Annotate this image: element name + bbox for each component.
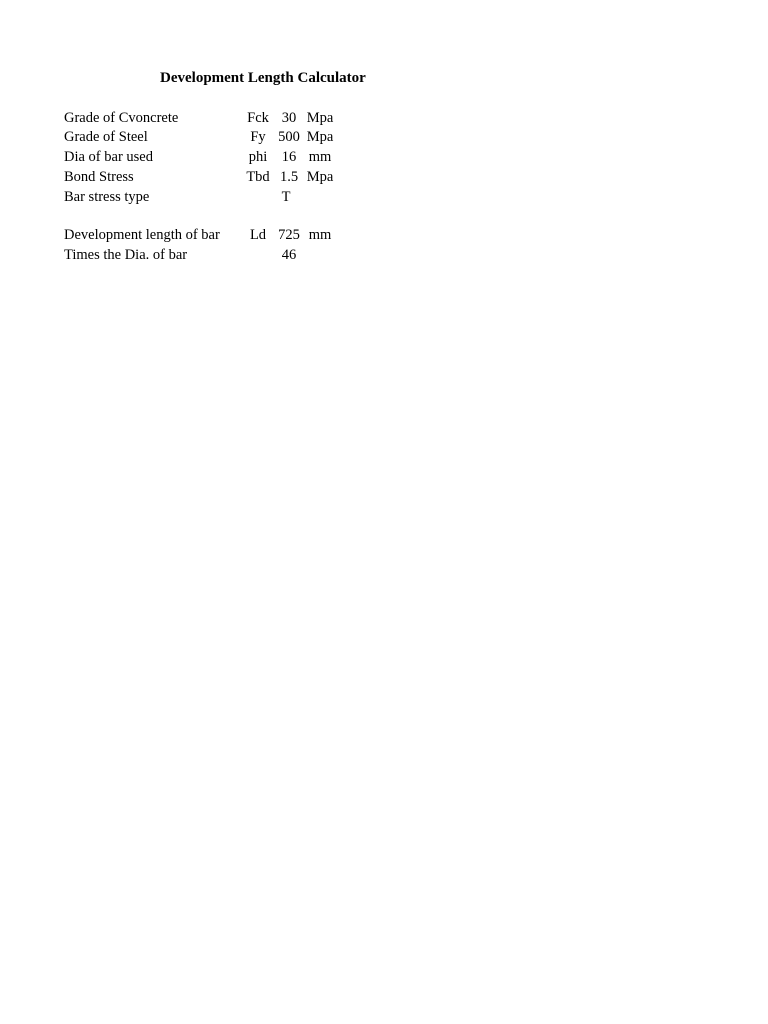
row-label: Grade of Steel bbox=[64, 129, 148, 145]
steel-grade-value[interactable]: 500 bbox=[278, 129, 300, 145]
page-title: Development Length Calculator bbox=[160, 70, 366, 86]
input-row-bar-stress-type bbox=[64, 187, 384, 207]
row-label: Bond Stress bbox=[64, 169, 134, 185]
row-symbol: phi bbox=[248, 149, 268, 165]
row-unit: Mpa bbox=[306, 169, 334, 185]
input-row-bond-stress bbox=[64, 167, 384, 187]
row-unit: mm bbox=[308, 227, 332, 243]
row-symbol: Fy bbox=[250, 129, 266, 145]
row-symbol: Tbd bbox=[246, 169, 270, 185]
input-row-steel-grade bbox=[64, 127, 384, 147]
bond-stress-value[interactable]: 1.5 bbox=[279, 169, 299, 185]
concrete-grade-value[interactable]: 30 bbox=[281, 110, 297, 126]
row-label: Dia of bar used bbox=[64, 149, 153, 165]
result-row-development-length bbox=[64, 225, 384, 245]
row-unit: Mpa bbox=[306, 110, 334, 126]
row-label: Times the Dia. of bar bbox=[64, 247, 188, 263]
input-row-bar-diameter bbox=[64, 147, 384, 167]
bar-diameter-value[interactable]: 16 bbox=[281, 149, 297, 165]
row-symbol: Fck bbox=[247, 110, 269, 126]
row-label: Bar stress type bbox=[64, 189, 150, 205]
row-unit: Mpa bbox=[306, 129, 334, 145]
times-diameter-value: 46 bbox=[281, 247, 297, 263]
row-symbol: Ld bbox=[249, 227, 267, 243]
row-unit: mm bbox=[308, 149, 332, 165]
result-row-times-diameter bbox=[64, 245, 384, 265]
development-length-value: 725 bbox=[278, 227, 300, 243]
bar-stress-type-value[interactable]: T bbox=[281, 189, 291, 205]
row-label: Development length of bar bbox=[64, 227, 220, 243]
input-row-concrete-grade bbox=[64, 108, 384, 128]
row-label: Grade of Cvoncrete bbox=[64, 110, 179, 126]
